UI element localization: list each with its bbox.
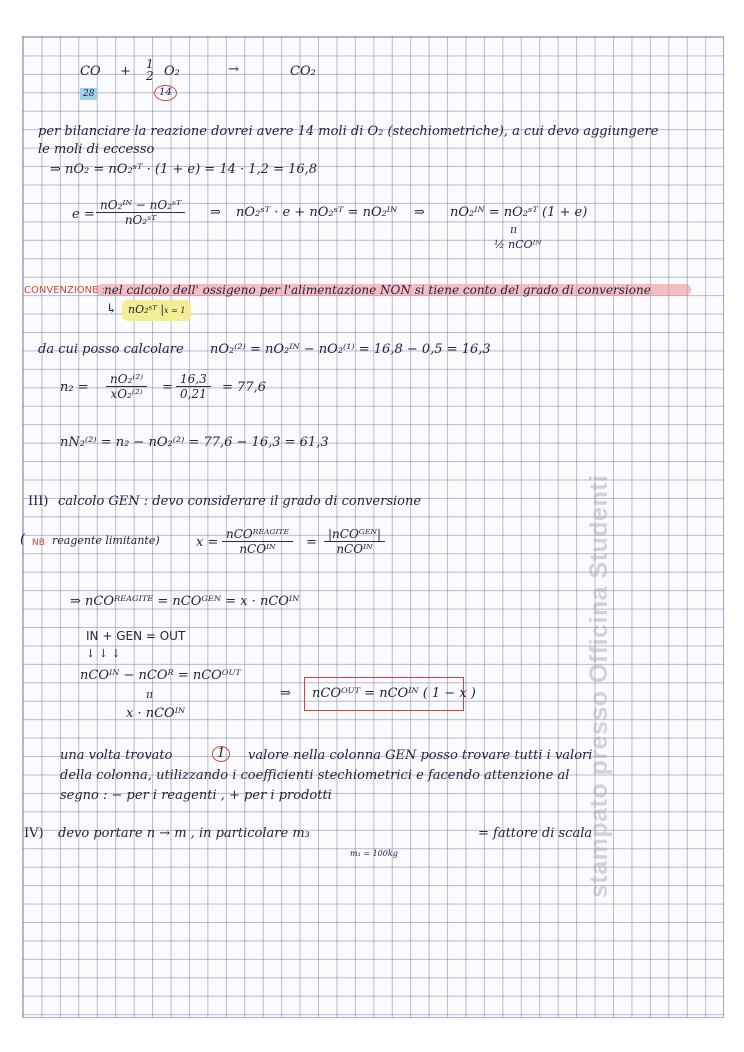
p1-equation: ⇒ nO₂ = nO₂ˢᵀ · (1 + e) = 14 · 1,2 = 16,8 bbox=[50, 162, 318, 177]
conv-frac2: |nCOᴳᴱᴺ| nCOᴵᴺ bbox=[324, 527, 385, 556]
n2-eq1: = bbox=[162, 380, 173, 395]
boxed-result: nCOᴼᵁᵀ = nCOᴵᴺ ( 1 − x ) bbox=[312, 686, 476, 701]
balance-arrows: ↓ ↓ ↓ bbox=[86, 647, 121, 660]
mw-co-highlight: 28 bbox=[80, 88, 97, 100]
mw-o2-circled: 14 bbox=[154, 85, 177, 101]
nb-open: ( bbox=[20, 532, 26, 547]
e-lhs: e = bbox=[72, 207, 95, 222]
rxn-half: 1 2 bbox=[146, 57, 154, 83]
p4-line1a: una volta trovato bbox=[60, 748, 173, 763]
p4-line3: segno : − per i reagenti , + per i prodotti bbox=[60, 788, 332, 803]
p4-line1b: valore nella colonna GEN posso trovare tutti i valori bbox=[248, 748, 593, 763]
convention-label: CONVENZIONE : bbox=[24, 285, 105, 296]
e-mid: nO₂ˢᵀ · e + nO₂ˢᵀ = nO₂ᴵᴺ bbox=[236, 205, 398, 220]
watermark-text: stampato presso Officina Studenti bbox=[585, 474, 613, 898]
calc-lead: da cui posso calcolare bbox=[38, 342, 184, 357]
n2-result: = 77,6 bbox=[222, 380, 266, 395]
convention-expr: nO₂ˢᵀ |x = 1 bbox=[122, 300, 191, 321]
n2-frac2: $\frac{16,3}{0,21}$ bbox=[176, 372, 211, 401]
balance-eqmark: ıı bbox=[146, 688, 154, 701]
section-4-text: devo portare n → m , in particolare m₃ bbox=[58, 826, 310, 841]
p1-line1: per bilanciare la reazione dovrei avere 14 moli di O₂ (stechiometriche), a cui devo aggiungere bbox=[38, 124, 659, 139]
section-4-rhs: = fattore di scala bbox=[478, 826, 593, 841]
balance-row: nCOᴵᴺ − nCOᴿ = nCOᴼᵁᵀ bbox=[80, 668, 241, 683]
p4-line2: della colonna, utilizzando i coefficienti stechiometrici e facendo attenzione al bbox=[60, 768, 570, 783]
calc-eq: nO₂⁽²⁾ = nO₂ᴵᴺ − nO₂⁽¹⁾ = 16,8 − 0,5 = 16,3 bbox=[210, 342, 491, 357]
n2-lhs: n₂ = bbox=[60, 380, 89, 395]
e-arrow2: ⇒ bbox=[414, 205, 425, 220]
rxn-co: CO bbox=[80, 64, 101, 79]
conv-frac1: nCOᴿᴱᴬᴳᴵᵀᴱ nCOᴵᴺ bbox=[222, 527, 293, 556]
section-4-number: IV) bbox=[24, 826, 44, 841]
e-fraction: $\frac{\text{nO₂ᴵᴺ − nO₂ˢᵀ}}{\text{nO₂ˢᵀ}}$ bbox=[96, 198, 185, 227]
convention-text: nel calcolo dell' ossigeno per l'alimentazione NON si tiene conto del grado di conversione bbox=[104, 283, 651, 297]
convention-arrow: ↳ bbox=[106, 302, 117, 317]
e-rhs: nO₂ᴵᴺ = nO₂ˢᵀ (1 + e) bbox=[450, 205, 588, 220]
nn2-eq: nN₂⁽²⁾ = n₂ − nO₂⁽²⁾ = 77,6 − 16,3 = 61,3 bbox=[60, 435, 329, 450]
section-4-sub: m₁ = 100kg bbox=[350, 849, 398, 858]
nb-text: reagente limitante) bbox=[52, 534, 160, 547]
e-arrow1: ⇒ bbox=[210, 205, 221, 220]
react-eq: ⇒ nCOᴿᴱᴬᴳᴵᵀᴱ = nCOᴳᴱᴺ = x · nCOᴵᴺ bbox=[70, 594, 300, 609]
e-below: ½ nCOᴵᴺ bbox=[494, 238, 542, 251]
conv-eq: = bbox=[306, 535, 317, 550]
balance-arrow: ⇒ bbox=[280, 686, 291, 701]
p4-circled-one: 1 bbox=[212, 746, 230, 762]
conv-x-lhs: x = bbox=[196, 535, 219, 550]
section-3-number: III) bbox=[28, 494, 49, 509]
rxn-o2: O₂ bbox=[164, 64, 180, 79]
rxn-co2: CO₂ bbox=[290, 64, 316, 79]
rxn-arrow: → bbox=[228, 62, 239, 77]
n2-frac1: $\frac{\text{nO₂⁽²⁾}}{\text{xO₂⁽²⁾}}$ bbox=[106, 372, 147, 401]
section-3-text: calcolo GEN : devo considerare il grado di conversione bbox=[58, 494, 422, 509]
p1-line2: le moli di eccesso bbox=[38, 142, 155, 157]
rxn-plus: + bbox=[120, 64, 131, 79]
balance-below: x · nCOᴵᴺ bbox=[126, 706, 186, 721]
balance-header: IN + GEN = OUT bbox=[86, 629, 186, 643]
e-equals-mark: ıı bbox=[510, 223, 518, 236]
nb-label: NB bbox=[32, 538, 45, 548]
